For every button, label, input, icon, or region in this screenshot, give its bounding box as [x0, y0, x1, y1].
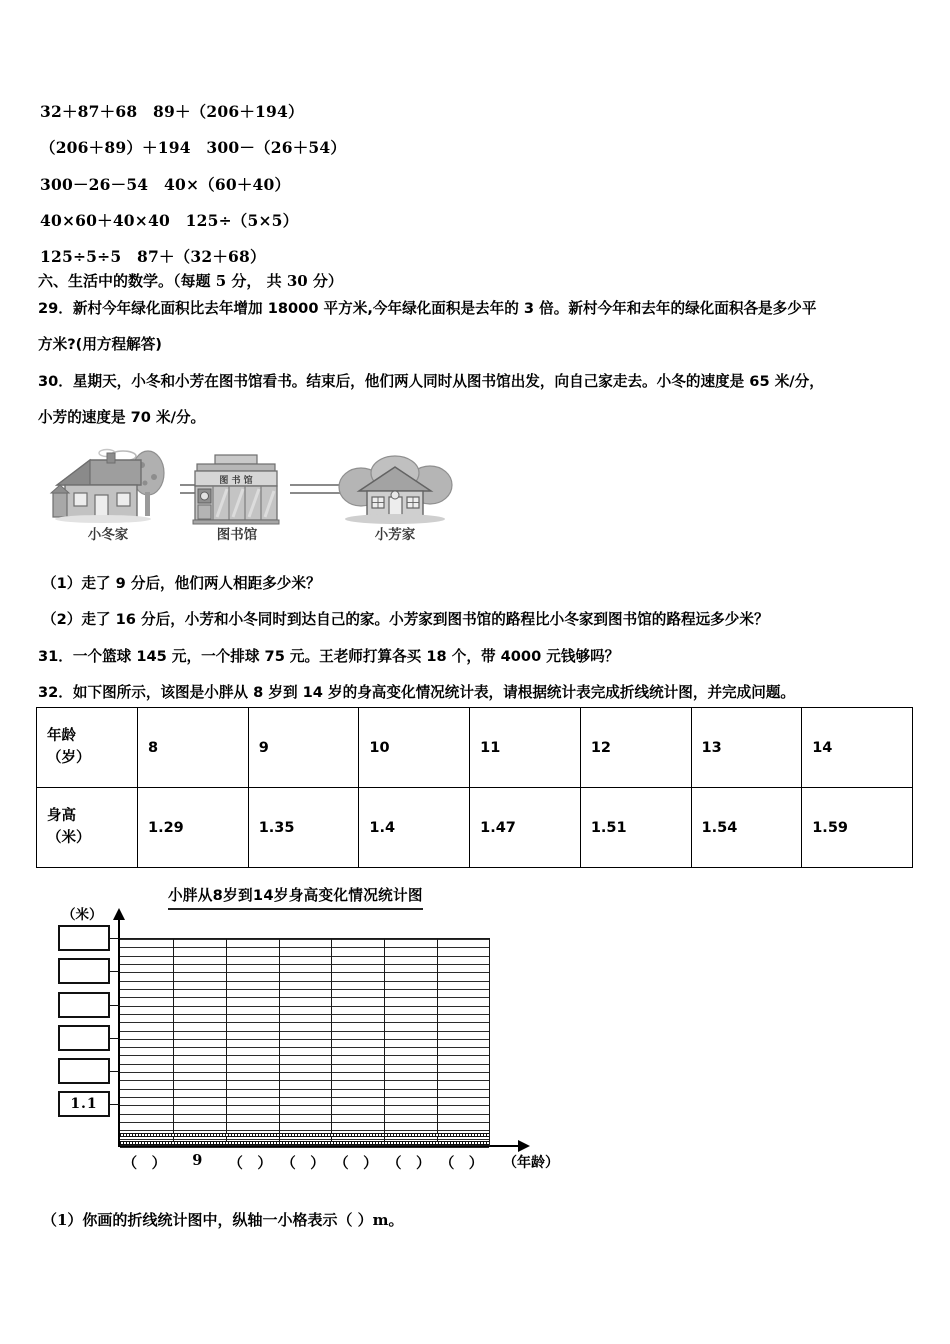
grid-vline — [437, 939, 438, 1145]
axis-break-hatch-upper — [120, 1133, 489, 1137]
table-cell-height-4: 1.51 — [580, 788, 691, 868]
section-heading: 六、生活中的数学。（每题 5 分， 共 30 分） — [38, 272, 343, 290]
grid-hline — [120, 1047, 489, 1048]
table-cell-height-3: 1.47 — [470, 788, 581, 868]
grid-hline — [120, 1089, 489, 1090]
grid-hline — [120, 1114, 489, 1115]
table-cell-height-1: 1.35 — [248, 788, 359, 868]
question-29-line-2: 方米?(用方程解答) — [38, 336, 162, 353]
x-axis-tick-label[interactable]: （ ） — [281, 1155, 325, 1172]
table-cell-age-0: 8 — [138, 708, 249, 788]
grid-hline — [120, 1022, 489, 1023]
table-rowhead-height — [37, 788, 138, 868]
question-32-prompt: 32．如下图所示，该图是小胖从 8 岁到 14 岁的身高变化情况统计表，请根据统计表完成折线统计图，并完成问题。 — [38, 684, 796, 701]
chart-title: 小胖从8岁到14岁身高变化情况统计图 — [168, 884, 423, 910]
table-cell-age-1: 9 — [248, 708, 359, 788]
calc-line-1: 32＋87＋68 89＋（206＋194） — [40, 102, 304, 121]
grid-hline — [120, 1105, 489, 1106]
y-axis-tick — [110, 1071, 120, 1072]
illustration-label-xiaodong-home: 小冬家 — [87, 527, 129, 543]
grid-hline — [120, 964, 489, 965]
grid-hline — [120, 981, 489, 982]
grid-vline — [331, 939, 332, 1145]
grid-hline — [120, 1130, 489, 1131]
grid-hline — [120, 1014, 489, 1015]
grid-hline — [120, 972, 489, 973]
grid-hline — [120, 1039, 489, 1040]
table-cell-age-3: 11 — [470, 708, 581, 788]
x-axis-tick-label[interactable]: （ ） — [386, 1155, 431, 1172]
grid-hline — [120, 1139, 489, 1140]
calc-line-4: 40×60＋40×40 125÷（5×5） — [40, 211, 299, 230]
grid-hline — [120, 1072, 489, 1073]
table-cell-height-0: 1.29 — [138, 788, 249, 868]
grid-hline — [120, 956, 489, 957]
table-cell-age-2: 10 — [359, 708, 470, 788]
question-30-line-2: 小芳的速度是 70 米/分。 — [38, 409, 206, 426]
x-axis-arrow-icon — [518, 1140, 530, 1152]
grid-hline — [120, 989, 489, 990]
chart-y-axis-unit: （米） — [62, 907, 103, 923]
y-axis-tick — [110, 1038, 120, 1039]
table-rowhead-age-top: 年龄 — [47, 728, 76, 745]
y-axis-value-box[interactable] — [58, 992, 110, 1018]
table-rowhead-height-top: 身高 — [47, 808, 76, 825]
chart-x-axis-labels — [118, 1152, 538, 1178]
table-cell-age-4: 12 — [580, 708, 691, 788]
grid-hline — [120, 1080, 489, 1081]
table-row-height — [37, 788, 913, 868]
y-axis-value-box[interactable] — [58, 958, 110, 984]
question-31: 31．一个篮球 145 元，一个排球 75 元。王老师打算各买 18 个，带 4000 元钱够吗？ — [38, 648, 620, 665]
grid-vline — [173, 939, 174, 1145]
house-xiaodong-icon — [45, 447, 185, 527]
house-xiaofang-icon — [335, 451, 455, 531]
grid-vline — [384, 939, 385, 1145]
grid-hline — [120, 947, 489, 948]
x-axis-tick-label[interactable]: （ ） — [439, 1155, 484, 1172]
grid-hline — [120, 1122, 489, 1123]
table-cell-height-6: 1.59 — [802, 788, 913, 868]
table-cell-age-5: 13 — [691, 708, 802, 788]
chart-grid — [120, 938, 490, 1146]
illustration-label-xiaofang-home: 小芳家 — [374, 527, 416, 543]
table-rowhead-height-bottom: （米） — [47, 829, 91, 846]
grid-hline — [120, 1055, 489, 1056]
question-30-sub-2: （2）走了 16 分后，小芳和小冬同时到达自己的家。小芳家到图书馆的路程比小冬家到图书馆的路程远多少米？ — [42, 611, 769, 628]
question-30-line-1: 30．星期天，小冬和小芳在图书馆看书。结束后，他们两人同时从图书馆出发，向自己家走去。小冬的速度是 65 米/分， — [38, 373, 824, 390]
height-data-table — [36, 707, 913, 868]
table-rowhead-age — [37, 708, 138, 788]
library-building-icon — [187, 453, 287, 533]
calc-line-2: （206＋89）＋194 300－（26＋54） — [40, 138, 347, 157]
svg-text:图 书 馆: 图 书 馆 — [219, 476, 253, 486]
x-axis-tick-label[interactable]: 9 — [192, 1152, 203, 1169]
question-30-illustration — [45, 447, 465, 552]
grid-vline — [226, 939, 227, 1145]
question-32-sub-1: （1）你画的折线统计图中，纵轴一小格表示（ ）m。 — [42, 1211, 404, 1229]
y-axis-tick — [110, 938, 120, 939]
chart-grid-horizontal-lines — [120, 939, 489, 1145]
chart-x-axis-unit: （年龄） — [503, 1155, 559, 1171]
table-cell-height-2: 1.4 — [359, 788, 470, 868]
grid-hline — [120, 939, 489, 940]
x-axis-tick-label[interactable]: （ ） — [334, 1155, 378, 1172]
table-row-age — [37, 708, 913, 788]
calc-line-3: 300－26－54 40×（60＋40） — [40, 175, 291, 194]
illustration-label-library: 图书馆 — [216, 527, 258, 543]
table-rowhead-age-bottom: （岁） — [47, 749, 91, 766]
grid-hline — [120, 1031, 489, 1032]
grid-vline — [279, 939, 280, 1145]
table-cell-height-5: 1.54 — [691, 788, 802, 868]
y-axis-value-box[interactable] — [58, 925, 110, 951]
grid-hline — [120, 1097, 489, 1098]
y-axis-tick — [110, 971, 120, 972]
y-axis-value-box[interactable]: 1.1 — [58, 1091, 110, 1117]
x-axis-tick-label[interactable]: （ ） — [228, 1155, 272, 1172]
question-29-line-1: 29．新村今年绿化面积比去年增加 18000 平方米,今年绿化面积是去年的 3 倍。新村今年和去年的绿化面积各是多少平 — [38, 300, 817, 317]
y-axis-tick — [110, 1104, 120, 1105]
table-cell-age-6: 14 — [802, 708, 913, 788]
grid-hline — [120, 1064, 489, 1065]
question-30-sub-1: （1）走了 9 分后，他们两人相距多少米？ — [42, 575, 321, 592]
x-axis-tick-label[interactable]: （ ） — [122, 1155, 167, 1172]
axis-break-hatch-lower — [120, 1141, 489, 1145]
grid-hline — [120, 1006, 489, 1007]
grid-hline — [120, 1147, 489, 1148]
y-axis-tick — [110, 1005, 120, 1006]
calc-line-5: 125÷5÷5 87＋（32＋68） — [40, 247, 266, 266]
y-axis-value-box[interactable] — [58, 1025, 110, 1051]
grid-hline — [120, 997, 489, 998]
y-axis-value-box[interactable] — [58, 1058, 110, 1084]
